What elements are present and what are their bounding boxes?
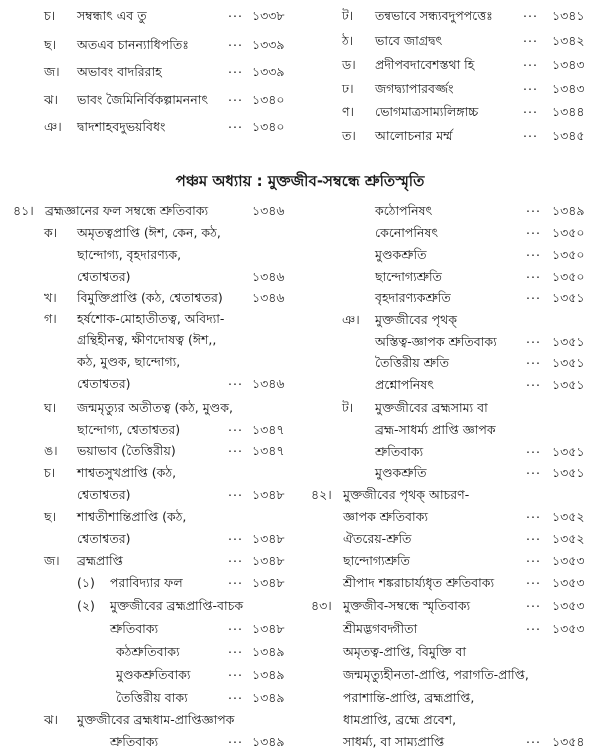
- entry-marker: চ।: [44, 465, 56, 480]
- page-number: ১৩৫৩: [552, 621, 585, 636]
- leader-dots: ...: [228, 373, 243, 388]
- entry-title: মুণ্ডকশ্রুতি: [375, 247, 427, 262]
- leader-dots: ...: [526, 200, 541, 215]
- leader-dots: ...: [228, 484, 243, 499]
- entry-title: অতএব চানন্যাধিপতিঃ: [77, 37, 189, 52]
- page-number: ১৩৩৯: [252, 64, 285, 79]
- entry-marker: ৪১।: [13, 203, 34, 218]
- page-number: ১৩৪৭: [252, 422, 285, 437]
- page-number: ১৩৪৬: [252, 376, 285, 391]
- entry-marker: ট।: [342, 400, 354, 415]
- leader-dots: ...: [526, 572, 541, 587]
- leader-dots: ...: [526, 528, 541, 543]
- entry-marker: ঝ।: [44, 92, 58, 107]
- leader-dots: ...: [523, 5, 538, 20]
- page-number: ১৩৫১: [552, 444, 585, 459]
- entry-marker: ছ।: [44, 37, 57, 52]
- entry-title: অমৃতত্ব-প্রাপ্তি, বিমুক্তি বা: [343, 644, 467, 659]
- entry-title: ভাবে জাগ্রদ্বৎ: [375, 33, 443, 48]
- entry-title: কঠ, মুণ্ডক, ছান্দোগ্য,: [77, 354, 181, 369]
- entry-title: ব্রহ্ম-সাধর্ম্য প্রাপ্তি জ্ঞাপক: [375, 422, 496, 437]
- leader-dots: ...: [526, 506, 541, 521]
- leader-dots: ...: [228, 687, 243, 702]
- leader-dots: ...: [228, 89, 243, 104]
- page-number: ১৩৫২: [552, 531, 585, 546]
- entry-title: জন্মমৃত্যুর অতীতত্ব (কঠ, মুণ্ডক,: [77, 400, 233, 415]
- entry-title: ছান্দোগ্য, বৃহদারণ্যক,: [77, 247, 182, 262]
- page-number: ১৩৪৮: [252, 621, 285, 636]
- page-number: ১৩৫০: [552, 247, 585, 262]
- page-number: ১৩৪৪: [552, 104, 585, 119]
- leader-dots: ...: [228, 528, 243, 543]
- page-number: ১৩৫৪: [552, 734, 585, 749]
- entry-title: শ্রীমদ্ভগবদ্গীতা: [343, 621, 418, 636]
- entry-title: মুক্তজীবের ব্রহ্মধাম-প্রাপ্তিজ্ঞাপক: [77, 712, 235, 727]
- leader-dots: ...: [228, 731, 243, 746]
- entry-title: শ্বেতাশ্বতর): [77, 269, 131, 284]
- entry-title: অমৃতত্বপ্রাপ্তি (ঈশ, কেন, কঠ,: [77, 225, 221, 240]
- entry-title: মুক্তজীব-সম্বন্ধে স্মৃতিবাক্য: [343, 598, 471, 613]
- entry-marker: ঢ।: [342, 81, 354, 96]
- entry-marker: চ।: [44, 8, 56, 23]
- page-number: ১৩৪৩: [552, 57, 585, 72]
- leader-dots: ...: [526, 595, 541, 610]
- page-number: ১৩৪৮: [252, 575, 285, 590]
- page-number: ১৩৪৮: [252, 487, 285, 502]
- page-number: ১৩৪৯: [252, 667, 285, 682]
- leader-dots: ...: [228, 618, 243, 633]
- entry-title: মুণ্ডকশ্রুতিবাক্য: [116, 667, 191, 682]
- entry-title: শাশ্বতসুখপ্রাপ্তি (কঠ,: [77, 465, 177, 480]
- page-number: ১৩৪০: [252, 119, 285, 134]
- entry-title: ব্রহ্মজ্ঞানের ফল সম্বন্ধে শ্রুতিবাক্য: [45, 203, 209, 218]
- entry-marker: ট।: [342, 8, 354, 23]
- page-number: ১৩৫১: [552, 355, 585, 370]
- leader-dots: ...: [228, 440, 243, 455]
- entry-title: মুক্তজীবের ব্রহ্মসাম্য বা: [375, 400, 488, 415]
- entry-title: তৈত্তিরীয় শ্রুতি: [375, 355, 449, 370]
- entry-title: শ্রীপাদ শঙ্করাচার্য্যধৃত শ্রুতিবাক্য: [343, 575, 495, 590]
- entry-title: মুক্তজীবের ব্রহ্মপ্রাপ্তি-বাচক: [110, 598, 244, 613]
- entry-title: ব্রহ্মপ্রাপ্তি: [77, 553, 123, 568]
- entry-marker: ড।: [342, 57, 356, 72]
- entry-title: হর্ষশোক-মোহাতীতত্ব, অবিদ্যা-: [77, 311, 225, 326]
- entry-marker: ঝ।: [44, 712, 58, 727]
- page-number: ১৩৪৬: [252, 290, 285, 305]
- leader-dots: ...: [526, 462, 541, 477]
- page-number: ১৩৫১: [552, 334, 585, 349]
- entry-title: শ্রুতিবাক্য: [110, 621, 159, 636]
- page-number: ১৩৫০: [552, 225, 585, 240]
- page-number: ১৩৫৩: [552, 598, 585, 613]
- entry-title: ভাবং জৈমিনির্বিকল্পামননাৎ: [77, 92, 209, 107]
- entry-marker: ঙ।: [44, 443, 58, 458]
- leader-dots: ...: [526, 441, 541, 456]
- entry-marker: ঠ।: [342, 33, 354, 48]
- entry-title: কঠশ্রুতিবাক্য: [116, 644, 180, 659]
- leader-dots: ...: [526, 550, 541, 565]
- leader-dots: ...: [228, 572, 243, 587]
- entry-title: জ্ঞাপক শ্রুতিবাক্য: [343, 509, 428, 524]
- entry-title: তৈত্তিরীয় বাক্য: [116, 690, 188, 705]
- entry-title: বৃহদারণ্যকশ্রুতি: [375, 290, 451, 305]
- leader-dots: ...: [228, 641, 243, 656]
- page-number: ১৩৩৯: [252, 37, 285, 52]
- entry-title: অস্তিত্ব-জ্ঞাপক শ্রুতিবাক্য: [375, 334, 497, 349]
- entry-title: ধামপ্রাপ্তি, ব্রহ্মে প্রবেশ,: [343, 712, 457, 727]
- entry-title: ভয়াভাব (তৈত্তিরীয়): [77, 443, 176, 458]
- page-number: ১৩৪৬: [252, 203, 285, 218]
- leader-dots: ...: [228, 419, 243, 434]
- leader-dots: ...: [526, 352, 541, 367]
- leader-dots: ...: [526, 244, 541, 259]
- page-number: ১৩৪৯: [252, 734, 285, 749]
- page-number: ১৩৪৬: [252, 269, 285, 284]
- entry-marker: ৪৩।: [311, 598, 332, 613]
- entry-marker: ৪২।: [311, 487, 332, 502]
- page-number: ১৩৪৮: [252, 553, 285, 568]
- page-number: ১৩৪৭: [252, 443, 285, 458]
- page-number: ১৩৫১: [552, 377, 585, 392]
- entry-marker: (২): [77, 598, 95, 613]
- entry-title: সম্বন্ধাৎ এব তু: [77, 8, 147, 23]
- entry-title: শ্বেতাশ্বতর): [77, 531, 131, 546]
- entry-title: ছান্দোগ্য, শ্বেতাশ্বতর): [77, 422, 181, 437]
- leader-dots: ...: [523, 54, 538, 69]
- entry-marker: ক।: [44, 225, 58, 240]
- leader-dots: ...: [523, 101, 538, 116]
- entry-title: ঐতরেয়-শ্রুতি: [343, 531, 412, 546]
- entry-title: জন্মমৃত্যুহীনতা-প্রাপ্তি, পরাগতি-প্রাপ্তি,: [343, 667, 529, 682]
- leader-dots: ...: [526, 731, 541, 746]
- entry-title: ছান্দোগ্যশ্রুতি: [375, 269, 442, 284]
- entry-title: জগদ্ব্যাপারবর্জ্জং: [375, 81, 454, 96]
- leader-dots: ...: [526, 618, 541, 633]
- leader-dots: ...: [526, 222, 541, 237]
- leader-dots: ...: [228, 5, 243, 20]
- entry-title: মুণ্ডকশ্রুতি: [375, 465, 427, 480]
- entry-marker: গ।: [44, 311, 57, 326]
- entry-marker: ণ।: [342, 104, 355, 119]
- entry-title: শ্বেতাশ্বতর): [77, 376, 131, 391]
- entry-title: তন্বভাবে সন্ধ্যবদুপপত্তেঃ: [375, 8, 493, 23]
- leader-dots: ...: [526, 374, 541, 389]
- entry-marker: ঞ।: [44, 119, 62, 134]
- entry-title: শ্রুতিবাক্য: [375, 444, 424, 459]
- page-number: ১৩৪১: [552, 8, 585, 23]
- entry-title: অভাবং বাদরিরাহ: [77, 64, 162, 79]
- entry-title: শ্রুতিবাক্য: [110, 734, 159, 749]
- entry-title: কেনোপনিষৎ: [375, 225, 439, 240]
- page-number: ১৩৪৯: [252, 690, 285, 705]
- entry-marker: ছ।: [44, 509, 57, 524]
- entry-title: গ্রন্থিহীনত্ব, ক্ষীণদোষত্ব (ঈশ,,: [77, 332, 217, 347]
- entry-title: ভোগমাত্রসাম্যলিঙ্গাচ্চ: [375, 104, 479, 119]
- entry-title: দ্বাদশাহবদুভয়বিধং: [77, 119, 166, 134]
- entry-title: বিমুক্তিপ্রাপ্তি (কঠ, শ্বেতাশ্বতর): [77, 290, 223, 305]
- entry-marker: জ।: [44, 553, 60, 568]
- entry-marker: জ।: [44, 64, 60, 79]
- leader-dots: ...: [526, 331, 541, 346]
- leader-dots: ...: [523, 125, 538, 140]
- page-number: ১৩৪৯: [552, 203, 585, 218]
- leader-dots: ...: [228, 550, 243, 565]
- entry-title: ছান্দোগ্যশ্রুতি: [343, 553, 410, 568]
- entry-marker: (১): [77, 575, 95, 590]
- page-number: ১৩৪৮: [252, 531, 285, 546]
- entry-marker: ঘ।: [44, 400, 57, 415]
- page-number: ১৩৩৮: [252, 8, 285, 23]
- entry-title: সাধর্ম্য, বা সাম্যপ্রাপ্তি: [343, 734, 445, 749]
- entry-title: মুক্তজীবের পৃথক্ আচরণ-: [343, 487, 470, 502]
- page-number: ১৩৫৩: [552, 575, 585, 590]
- leader-dots: ...: [526, 266, 541, 281]
- page-number: ১৩৫৩: [552, 553, 585, 568]
- entry-title: পরাশান্তি-প্রাপ্তি, ব্রহ্মপ্রাপ্তি,: [343, 690, 475, 705]
- entry-marker: খ।: [44, 290, 57, 305]
- page-number: ১৩৫১: [552, 465, 585, 480]
- leader-dots: ...: [228, 116, 243, 131]
- page-number: ১৩৪০: [252, 92, 285, 107]
- entry-title: প্রদীপবদাবেশস্তথা হি: [375, 57, 475, 72]
- entry-title: পরাবিদ্যার ফল: [110, 575, 183, 590]
- entry-marker: ঞ।: [342, 312, 360, 327]
- leader-dots: ...: [228, 34, 243, 49]
- entry-title: শ্বেতাশ্বতর): [77, 487, 131, 502]
- page-number: ১৩৪২: [552, 33, 585, 48]
- page-number: ১৩৪৩: [552, 81, 585, 96]
- page-number: ১৩৫০: [552, 269, 585, 284]
- page-number: ১৩৪৯: [252, 644, 285, 659]
- page-number: ১৩৫২: [552, 509, 585, 524]
- page-number: ১৩৪৫: [552, 128, 585, 143]
- entry-title: কঠোপনিষৎ: [375, 203, 433, 218]
- leader-dots: ...: [523, 78, 538, 93]
- leader-dots: ...: [523, 30, 538, 45]
- leader-dots: ...: [526, 287, 541, 302]
- entry-title: প্রশ্নোপনিষৎ: [375, 377, 434, 392]
- entry-title: আলোচনার মর্ম্ম: [375, 128, 453, 143]
- entry-title: মুক্তজীবের পৃথক্: [375, 312, 457, 327]
- entry-title: শাশ্বতীশান্তিপ্রাপ্তি (কঠ,: [77, 509, 187, 524]
- chapter-heading: পঞ্চম অধ্যায় : মুক্তজীব-সম্বন্ধে শ্রুতিস্মৃতি: [175, 172, 425, 190]
- entry-marker: ত।: [342, 128, 356, 143]
- leader-dots: ...: [228, 61, 243, 76]
- page-number: ১৩৫১: [552, 290, 585, 305]
- leader-dots: ...: [228, 664, 243, 679]
